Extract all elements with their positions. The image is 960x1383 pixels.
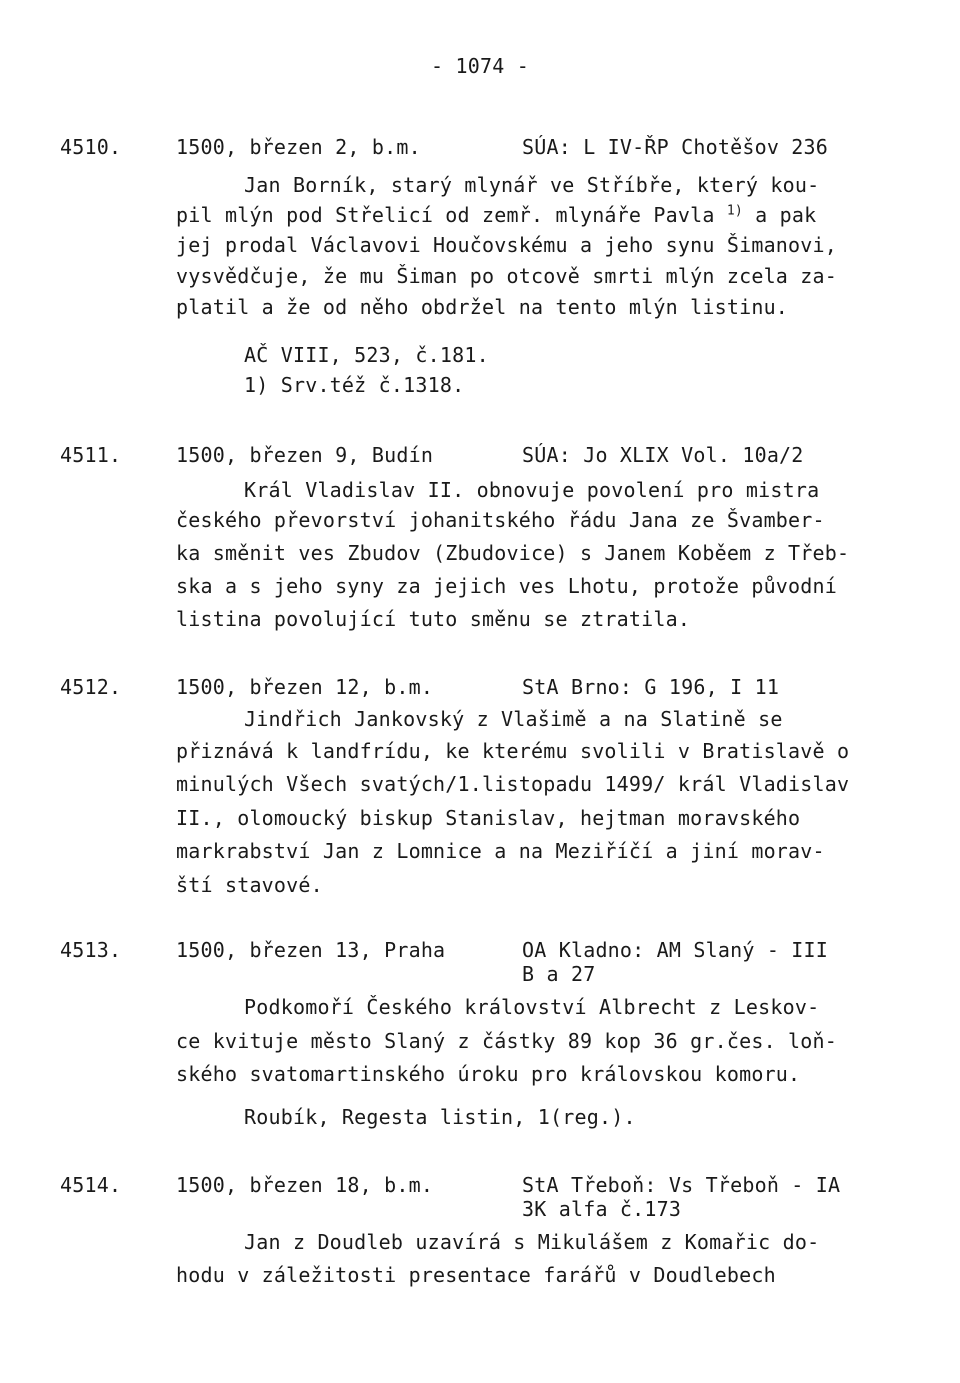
entry-text-line: Jan z Doudleb uzavírá s Mikulášem z Komařic do- — [244, 1230, 820, 1254]
entry-text-line: vysvědčuje, že mu Šiman po otcově smrti mlýn zcela za- — [176, 264, 838, 288]
entry-text-line: markrabství Jan z Lomnice a na Meziříčí a jiní morav- — [176, 839, 825, 863]
entry-text-line: jej prodal Václavovi Houčovskému a jeho synu Šimanovi, — [176, 233, 838, 257]
page-number: - 1074 - — [431, 54, 529, 78]
entry-source: SÚA: L IV-ŘP Chotěšov 236 — [522, 135, 829, 159]
entry-citation: Roubík, Regesta listin, 1(reg.). — [244, 1105, 636, 1129]
entry-source: StA Třeboň: Vs Třeboň - IA — [522, 1173, 841, 1197]
entry-text-line: ští stavové. — [176, 873, 323, 897]
entry-source: SÚA: Jo XLIX Vol. 10a/2 — [522, 443, 804, 467]
entry-text-line: hodu v záležitosti presentace farářů v Doudlebech — [176, 1263, 776, 1287]
entry-text-line: platil a že od něho obdržel na tento mlýn listinu. — [176, 295, 789, 319]
entry-date: 1500, březen 2, b.m. — [176, 135, 421, 159]
footnote-marker: 1) — [726, 203, 743, 219]
entry-text-line: pil mlýn pod Střelicí od zemř. mlynáře Pavla $^{1)}$ a pak — [176, 203, 817, 227]
entry-source: OA Kladno: AM Slaný - III — [522, 938, 829, 962]
entry-date: 1500, březen 9, Budín — [176, 443, 434, 467]
entry-text-line: II., olomoucký biskup Stanislav, hejtman moravského — [176, 806, 801, 830]
entry-number: 4512. — [60, 675, 122, 699]
entry-text-line: Jindřich Jankovský z Vlašimě a na Slatině se — [244, 707, 783, 731]
entry-text-line: Jan Borník, starý mlynář ve Stříbře, který kou- — [244, 173, 820, 197]
entry-source: StA Brno: G 196, I 11 — [522, 675, 780, 699]
entry-source: 3K alfa č.173 — [522, 1197, 682, 1221]
entry-text-line: ce kvituje město Slaný z částky 89 kop 36 gr.čes. loň- — [176, 1029, 838, 1053]
entry-text-line: ska a s jeho syny za jejich ves Lhotu, protože původní — [176, 574, 838, 598]
entry-date: 1500, březen 13, Praha — [176, 938, 446, 962]
entry-footnote: 1) Srv.též č.1318. — [244, 373, 465, 397]
entry-text-line: Podkomoří Českého království Albrecht z Leskov- — [244, 995, 820, 1019]
entry-text-line: Král Vladislav II. obnovuje povolení pro mistra — [244, 478, 820, 502]
entry-number: 4510. — [60, 135, 122, 159]
entry-text-line: ka směnit ves Zbudov (Zbudovice) s Janem Koběem z Třeb- — [176, 541, 850, 565]
entry-source: B a 27 — [522, 962, 596, 986]
entry-text-line: ského svatomartinského úroku pro královskou komoru. — [176, 1062, 801, 1086]
entry-citation: AČ VIII, 523, č.181. — [244, 343, 489, 367]
entry-text-line: listina povolující tuto směnu se ztratila. — [176, 607, 691, 631]
entry-text-line: českého převorství johanitského řádu Jana ze Švamber- — [176, 508, 825, 532]
entry-text-line: přiznává k landfrídu, ke kterému svolili v Bratislavě o — [176, 739, 850, 763]
entry-text-line: minulých Všech svatých/1.listopadu 1499/ král Vladislav — [176, 772, 850, 796]
entry-number: 4513. — [60, 938, 122, 962]
entry-number: 4514. — [60, 1173, 122, 1197]
entry-number: 4511. — [60, 443, 122, 467]
entry-date: 1500, březen 12, b.m. — [176, 675, 434, 699]
entry-date: 1500, březen 18, b.m. — [176, 1173, 434, 1197]
